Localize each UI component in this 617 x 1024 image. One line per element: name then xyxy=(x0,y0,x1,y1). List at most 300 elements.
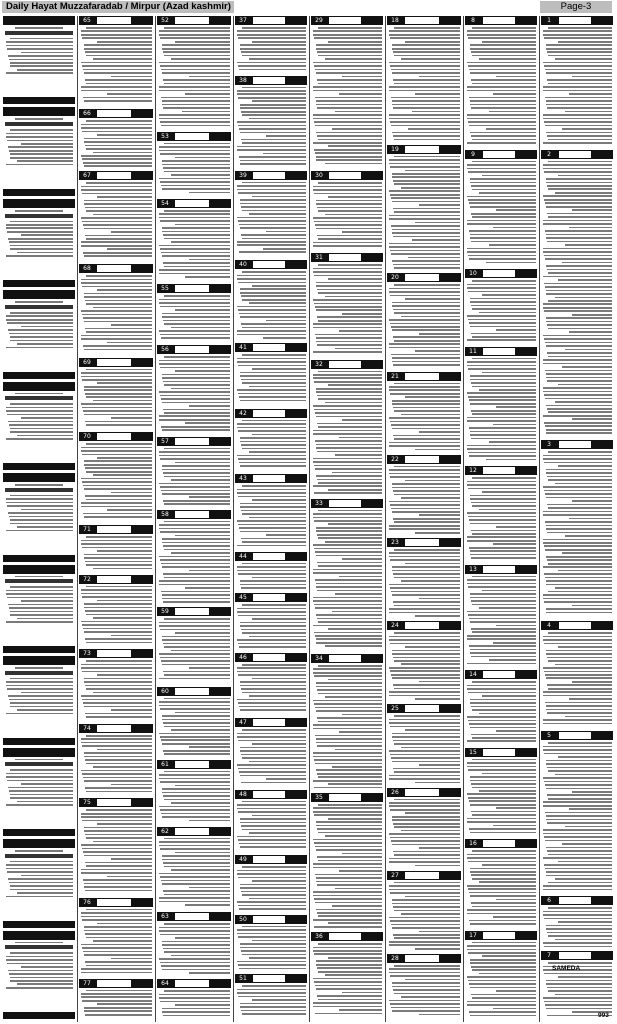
ad-body xyxy=(466,477,536,561)
ad-header-tag xyxy=(365,254,381,261)
text-line xyxy=(163,890,230,892)
text-line xyxy=(237,639,306,641)
ad-header-tag xyxy=(519,840,535,847)
text-line xyxy=(339,870,382,872)
text-line xyxy=(81,34,152,36)
text-line xyxy=(467,164,536,166)
text-line xyxy=(10,977,73,979)
ad-header-box xyxy=(253,77,285,84)
ad-header-tag xyxy=(289,916,305,923)
ad-header-bar xyxy=(157,912,231,921)
classified-ad xyxy=(156,827,232,911)
ad-body xyxy=(388,27,460,142)
text-line xyxy=(389,552,460,554)
column-c6 xyxy=(386,16,462,1022)
ad-number: 38 xyxy=(237,77,249,84)
text-line xyxy=(467,142,536,144)
ad-header-tag xyxy=(289,261,305,268)
text-line xyxy=(468,121,536,123)
text-line xyxy=(316,583,383,585)
text-line xyxy=(468,614,536,616)
text-line xyxy=(238,573,306,575)
text-line xyxy=(6,224,73,226)
text-line xyxy=(389,917,460,919)
text-line xyxy=(467,365,536,367)
ad-header-bar xyxy=(311,360,383,369)
text-line xyxy=(162,227,230,229)
text-line xyxy=(389,243,460,245)
text-line xyxy=(394,854,460,856)
classified-ad xyxy=(156,510,232,607)
text-line xyxy=(83,410,152,412)
text-line xyxy=(161,563,230,565)
text-line xyxy=(10,797,73,799)
text-line xyxy=(317,395,382,397)
text-line xyxy=(237,278,306,280)
text-line xyxy=(159,455,230,457)
ad-header-tag xyxy=(213,913,229,920)
ad-header-bar xyxy=(79,171,153,180)
text-line xyxy=(392,653,460,655)
ad-header-box xyxy=(97,433,131,440)
text-line xyxy=(242,382,306,384)
text-line xyxy=(161,965,230,967)
classified-ad xyxy=(386,621,462,703)
text-line xyxy=(389,469,460,471)
text-line xyxy=(390,754,460,756)
text-line xyxy=(163,500,230,502)
ad-header-bar xyxy=(79,16,153,25)
ad-header-tag xyxy=(289,654,305,661)
text-line xyxy=(318,292,382,294)
text-line xyxy=(171,955,230,957)
text-line xyxy=(479,790,536,792)
text-line xyxy=(467,284,536,286)
text-line xyxy=(161,252,230,254)
text-line xyxy=(318,721,382,723)
text-line xyxy=(467,740,536,742)
text-line xyxy=(10,62,73,64)
ad-header-box xyxy=(483,17,515,24)
text-line xyxy=(470,403,537,405)
text-line xyxy=(162,313,230,315)
text-line xyxy=(241,825,306,827)
text-line xyxy=(471,382,536,384)
text-line xyxy=(242,632,306,634)
text-line xyxy=(175,785,230,787)
ad-header-tag xyxy=(289,856,305,863)
ad-number: 28 xyxy=(389,955,401,962)
text-line xyxy=(482,491,536,493)
text-line xyxy=(472,189,536,191)
text-line xyxy=(81,372,152,374)
text-line xyxy=(242,55,306,57)
text-line xyxy=(159,451,230,453)
text-line xyxy=(242,729,306,731)
ad-body xyxy=(466,681,536,744)
text-line xyxy=(467,223,536,225)
text-line xyxy=(162,100,230,102)
text-line xyxy=(316,228,383,230)
text-line xyxy=(240,288,307,290)
text-line xyxy=(394,771,460,773)
text-line xyxy=(238,309,306,311)
text-line xyxy=(394,577,460,579)
text-line xyxy=(313,947,382,949)
ad-header-box xyxy=(175,200,209,207)
text-line xyxy=(546,580,613,582)
text-line xyxy=(242,985,306,987)
text-line xyxy=(547,135,612,137)
text-line xyxy=(547,324,612,326)
notice-heading xyxy=(5,305,73,309)
text-line xyxy=(543,805,612,807)
text-line xyxy=(317,912,382,914)
text-line xyxy=(21,600,73,602)
text-line xyxy=(468,797,536,799)
text-line xyxy=(472,942,536,944)
text-line xyxy=(389,775,460,777)
ad-number: 49 xyxy=(237,856,249,863)
text-line xyxy=(468,861,536,863)
classified-ad xyxy=(234,76,308,170)
ad-header-tag xyxy=(443,789,459,796)
text-line xyxy=(572,791,612,793)
text-line xyxy=(342,76,382,78)
text-line xyxy=(543,566,612,568)
ad-header-box xyxy=(483,840,515,847)
text-line xyxy=(83,162,152,164)
text-line xyxy=(572,314,612,316)
text-line xyxy=(394,156,460,158)
text-line xyxy=(317,745,382,747)
text-line xyxy=(9,150,73,152)
text-line xyxy=(85,79,152,81)
text-line xyxy=(472,631,536,633)
ad-header-box xyxy=(175,17,209,24)
text-line xyxy=(8,421,73,423)
text-line xyxy=(252,940,306,942)
text-line xyxy=(315,551,382,553)
text-line xyxy=(164,799,230,801)
text-line xyxy=(546,925,613,927)
notice-footer-bar xyxy=(3,555,75,562)
text-line xyxy=(240,947,306,949)
text-line xyxy=(472,759,536,761)
text-line xyxy=(240,503,307,505)
text-line xyxy=(547,657,612,659)
text-line xyxy=(164,476,230,478)
text-line xyxy=(9,699,73,701)
text-line xyxy=(317,618,382,620)
text-line xyxy=(547,504,612,506)
text-line xyxy=(238,768,306,770)
text-line xyxy=(6,868,73,870)
text-line xyxy=(240,818,307,820)
text-line xyxy=(314,759,382,761)
text-line xyxy=(547,408,612,410)
text-line xyxy=(543,514,612,516)
text-line xyxy=(84,706,152,708)
text-line xyxy=(242,604,306,606)
text-line xyxy=(548,139,612,141)
text-line xyxy=(82,407,152,409)
text-line xyxy=(175,224,230,226)
text-line xyxy=(160,629,230,631)
text-line xyxy=(17,252,73,254)
text-line xyxy=(240,709,307,711)
text-line xyxy=(160,395,230,397)
text-line xyxy=(548,55,612,57)
text-line xyxy=(240,132,307,134)
text-line xyxy=(81,241,152,243)
ad-header-box xyxy=(559,897,591,904)
legal-notice xyxy=(2,16,76,104)
ad-header-box xyxy=(175,285,209,292)
ad-header-box xyxy=(405,146,439,153)
text-line xyxy=(313,189,382,191)
text-line xyxy=(389,417,460,419)
text-line xyxy=(162,538,230,540)
classified-ad xyxy=(540,150,614,440)
text-line xyxy=(160,876,230,878)
classified-ad xyxy=(540,16,614,149)
text-line xyxy=(548,962,612,964)
text-line xyxy=(83,69,152,71)
text-line xyxy=(479,509,536,511)
ad-number: 30 xyxy=(313,172,325,179)
text-line xyxy=(392,201,460,203)
text-line xyxy=(482,773,536,775)
text-line xyxy=(389,608,460,610)
text-line xyxy=(555,297,612,299)
text-line xyxy=(467,688,536,690)
text-line xyxy=(543,691,612,693)
ad-header-bar xyxy=(157,199,231,208)
classified-ad xyxy=(386,273,462,370)
ad-body xyxy=(312,510,382,651)
text-line xyxy=(394,211,460,213)
text-line xyxy=(419,764,460,766)
text-line xyxy=(252,618,306,620)
text-line xyxy=(15,393,63,395)
text-line xyxy=(159,118,230,120)
text-line xyxy=(164,295,230,297)
text-line xyxy=(405,729,460,731)
text-line xyxy=(163,107,230,109)
text-line xyxy=(318,320,382,322)
text-line xyxy=(237,358,306,360)
text-line xyxy=(313,377,382,379)
ad-header-tag xyxy=(595,17,611,24)
text-line xyxy=(389,190,460,192)
ad-header-tag xyxy=(519,671,535,678)
text-line xyxy=(335,454,382,456)
ad-header-tag xyxy=(289,475,305,482)
text-line xyxy=(555,994,612,996)
text-line xyxy=(316,309,383,311)
ad-number: 15 xyxy=(467,749,479,756)
text-line xyxy=(544,338,612,340)
ad-number: 10 xyxy=(467,270,479,277)
text-line xyxy=(393,79,460,81)
text-line xyxy=(107,509,152,511)
ad-header-box xyxy=(253,172,285,179)
classified-ad xyxy=(234,855,308,914)
text-line xyxy=(546,265,612,267)
text-line xyxy=(393,364,460,366)
text-line xyxy=(239,396,306,398)
text-line xyxy=(572,76,612,78)
text-line xyxy=(546,650,613,652)
text-line xyxy=(237,929,306,931)
text-line xyxy=(467,86,536,88)
text-line xyxy=(467,818,536,820)
text-line xyxy=(318,371,382,373)
text-line xyxy=(164,923,230,925)
text-line xyxy=(175,712,230,714)
ad-header-bar xyxy=(79,358,153,367)
text-line xyxy=(482,175,536,177)
text-line xyxy=(10,431,73,433)
text-line xyxy=(317,590,382,592)
text-line xyxy=(159,927,230,929)
text-line xyxy=(82,699,152,701)
text-line xyxy=(83,702,152,704)
text-line xyxy=(392,44,460,46)
text-line xyxy=(86,275,152,277)
ad-header-bar xyxy=(157,979,231,988)
ad-header-tag xyxy=(519,467,535,474)
text-line xyxy=(546,345,613,347)
text-line xyxy=(401,913,460,915)
ad-header-bar xyxy=(311,253,383,262)
text-line xyxy=(111,858,152,860)
text-line xyxy=(9,59,73,61)
ad-header-bar xyxy=(235,76,307,85)
text-line xyxy=(171,729,230,731)
text-line xyxy=(316,877,383,879)
text-line xyxy=(313,863,382,865)
ad-header-box xyxy=(253,791,285,798)
ad-body xyxy=(236,27,306,73)
text-line xyxy=(469,920,536,922)
text-line xyxy=(392,733,460,735)
text-line xyxy=(81,589,152,591)
text-line xyxy=(317,884,382,886)
text-line xyxy=(470,44,537,46)
text-line xyxy=(316,555,383,557)
text-line xyxy=(546,677,613,679)
text-line xyxy=(164,238,230,240)
ad-header-box xyxy=(97,650,131,657)
text-line xyxy=(242,1013,306,1015)
text-line xyxy=(470,621,537,623)
ad-header-bar xyxy=(235,343,307,352)
text-line xyxy=(342,714,382,716)
text-line xyxy=(249,517,306,519)
text-line xyxy=(467,766,536,768)
text-line xyxy=(543,594,612,596)
text-line xyxy=(316,285,382,287)
classified-ad xyxy=(78,16,154,108)
text-line xyxy=(82,919,152,921)
text-line xyxy=(394,55,460,57)
text-line xyxy=(471,874,536,876)
ad-number: 42 xyxy=(237,410,249,417)
text-line xyxy=(555,664,612,666)
text-line xyxy=(486,128,536,130)
text-line xyxy=(10,980,73,982)
text-line xyxy=(470,987,537,989)
text-line xyxy=(162,377,230,379)
text-line xyxy=(393,684,460,686)
classified-ad xyxy=(78,109,154,170)
ad-body xyxy=(542,161,612,438)
text-line xyxy=(317,289,382,291)
text-line xyxy=(469,618,536,620)
text-line xyxy=(314,275,382,277)
text-line xyxy=(238,905,306,907)
text-line xyxy=(81,944,152,946)
ad-number: 5 xyxy=(543,732,555,739)
text-line xyxy=(164,55,230,57)
text-line xyxy=(415,865,460,867)
ad-header-tag xyxy=(443,373,459,380)
text-line xyxy=(238,996,306,998)
ad-header-box xyxy=(405,373,439,380)
text-line xyxy=(86,303,152,305)
text-line xyxy=(469,983,536,985)
text-line xyxy=(471,213,536,215)
text-line xyxy=(546,980,613,982)
ad-header-box xyxy=(253,856,285,863)
text-line xyxy=(86,55,152,57)
ad-number: 8 xyxy=(467,17,479,24)
text-line xyxy=(237,764,306,766)
ad-body xyxy=(236,926,306,972)
text-line xyxy=(237,489,306,491)
text-line xyxy=(9,516,73,518)
classified-ad xyxy=(386,704,462,786)
text-line xyxy=(467,220,536,222)
text-line xyxy=(401,996,460,998)
text-line xyxy=(239,128,306,130)
text-line xyxy=(389,667,460,669)
text-line xyxy=(489,111,536,113)
text-line xyxy=(391,197,460,199)
text-line xyxy=(242,894,306,896)
text-line xyxy=(472,814,536,816)
text-line xyxy=(10,221,73,223)
text-line xyxy=(389,691,460,693)
text-line xyxy=(240,584,306,586)
text-line xyxy=(545,258,612,260)
classified-ad xyxy=(540,621,614,730)
text-line xyxy=(472,280,536,282)
text-line xyxy=(162,48,230,50)
ad-number: 35 xyxy=(313,794,325,801)
ad-body xyxy=(312,943,382,1019)
text-line xyxy=(8,512,73,514)
text-line xyxy=(84,141,152,143)
text-line xyxy=(252,41,306,43)
text-line xyxy=(97,823,152,825)
text-line xyxy=(318,398,382,400)
text-line xyxy=(389,944,460,946)
text-line xyxy=(546,429,613,431)
text-line xyxy=(97,550,152,552)
